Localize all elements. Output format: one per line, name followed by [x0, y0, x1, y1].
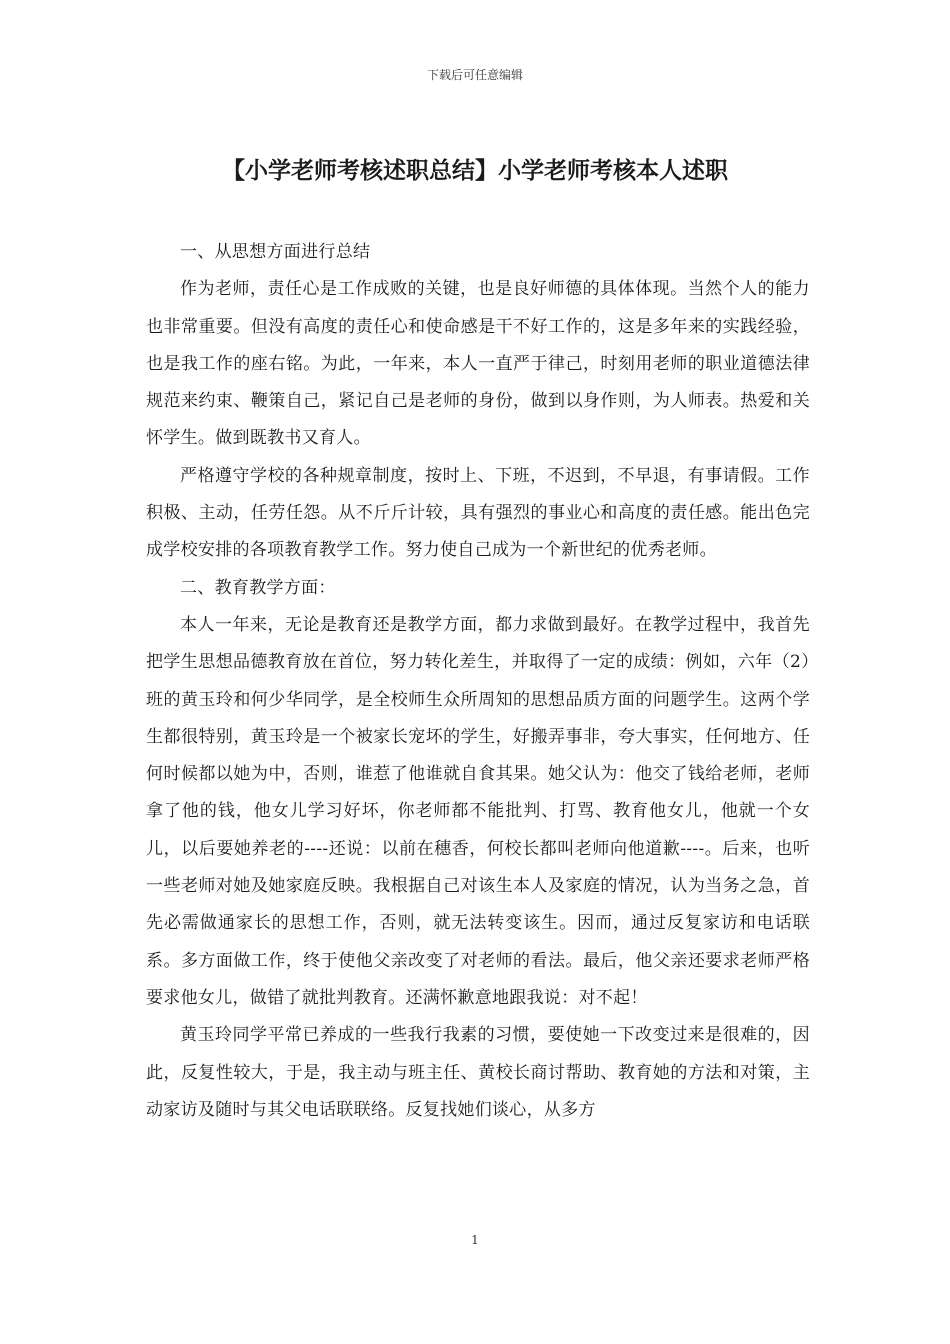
- section-heading-1: 一、从思想方面进行总结: [180, 242, 371, 262]
- document-title: 【小学老师考核述职总结】小学老师考核本人述职: [222, 157, 728, 184]
- page-number: 1: [471, 1233, 479, 1247]
- section-heading-2: 二、教育教学方面：: [180, 577, 336, 598]
- paragraph: 作为老师，责任心是工作成败的关键，也是良好师德的具体体现。当然个人的能力也非常重要。但没有高度的责任心和使命感是干不好工作的，这是多年来的实践经验，也是我工作的座右铭。为此，一年来，本人一直严于律己，时刻用老师的职业道德法律规范来约束、鞭策自己，紧记自己是老师的身份，做到以身作则，为人师表。热爱和关怀学生。做到既教书又育人。: [146, 279, 810, 449]
- paragraph: 黄玉玲同学平常已养成的一些我行我素的习惯，要使她一下改变过来是很难的，因此，反复性较大，于是，我主动与班主任、黄校长商讨帮助、教育她的方法和对策，主动家访及随时与其父电话联联络。反复找她们谈心，从多方: [146, 1025, 810, 1120]
- page-header: 下载后可任意编辑: [426, 68, 523, 82]
- paragraph: 本人一年来，无论是教育还是教学方面，都力求做到最好。在教学过程中，我首先把学生思想品德教育放在首位，努力转化差生，并取得了一定的成绩：例如，六年（2）班的黄玉玲和何少华同学，是全校师生众所周知的思想品质方面的问题学生。这两个学生都很特别，黄玉玲是一个被家长宠坏的学生，好搬弄事非，夸大事实，任何地方、任何时候都以她为中，否则，谁惹了他谁就自食其果。她父认为：他交了钱给老师，老师拿了他的钱，他女儿学习好坏，你老师都不能批判、打骂、教育他女儿，他就一个女儿，以后要她养老的----还说：以前在穗香，何校长都叫老师向他道歉----。后来，也听一些老师对她及她家庭反映。我根据自己对该生本人及家庭的情况，认为当务之急，首先必需做通家长的思想工作，否则，就无法转变该生。因而，通过反复家访和电话联系。多方面做工作，终于使他父亲改变了对老师的看法。最后，他父亲还要求老师严格要求他女儿，做错了就批判教育。还满怀歉意地跟我说：对不起！: [146, 614, 810, 1008]
- document-body: [146, 234, 810, 1129]
- paragraph: 严格遵守学校的各种规章制度，按时上、下班，不迟到，不早退，有事请假。工作积极、主动，任劳任怨。从不斤斤计较，具有强烈的事业心和高度的责任感。能出色完成学校安排的各项教育教学工作。努力使自己成为一个新世纪的优秀老师。: [146, 465, 810, 561]
